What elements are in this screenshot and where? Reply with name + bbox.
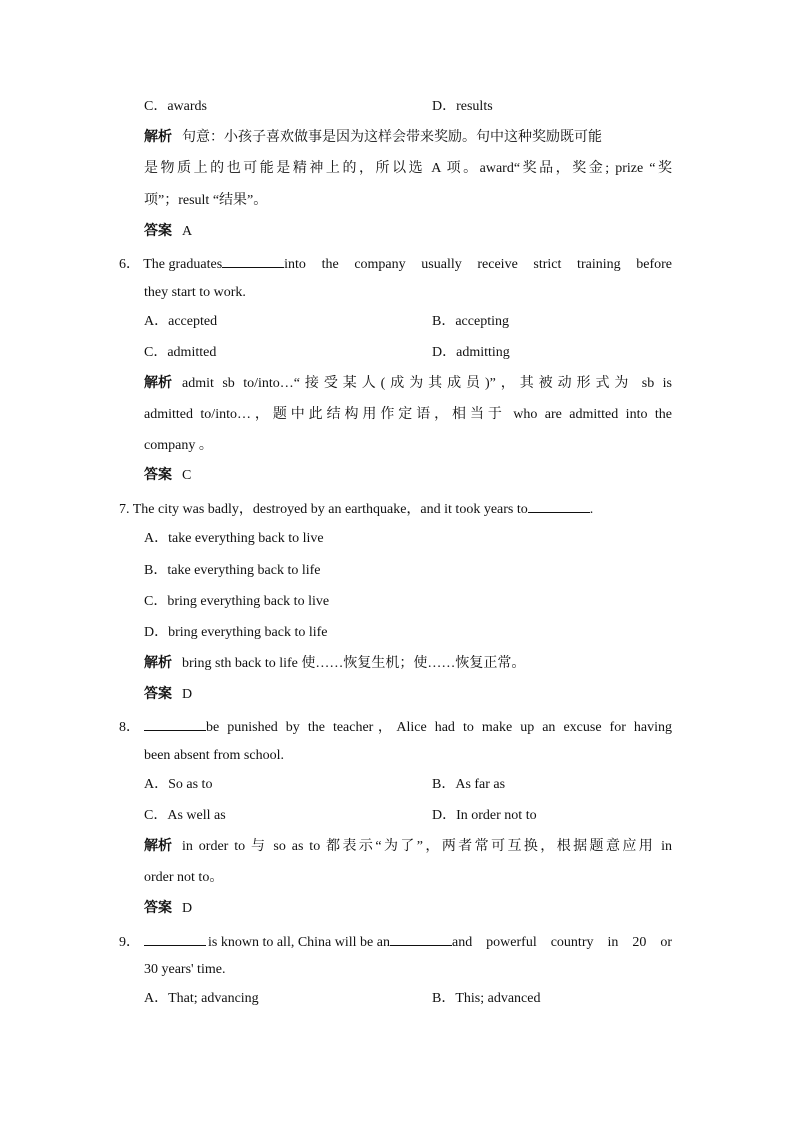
q5-option-c: C．awards: [144, 99, 207, 114]
q7-stem-end: .: [589, 502, 594, 517]
analysis-text: bring sth back to life 使……恢复生机；使……恢复正常。: [182, 656, 526, 671]
q6-option-d: D．admitting: [432, 345, 510, 360]
q8-option-c: C．As well as: [144, 808, 226, 823]
q8-number: 8．: [119, 720, 140, 735]
q6-option-b: B．accepting: [432, 314, 509, 329]
q6-stem-rest: into the company usually receive strict training before: [284, 257, 672, 272]
q7-option-b: B．take everything back to life: [144, 563, 321, 578]
q7-stem-text: 7. The city was badly，destroyed by an earthquake，and it took years to: [119, 502, 528, 517]
q9-number: 9．: [119, 935, 140, 950]
q8-stem-line-1: [119, 717, 672, 737]
answer-blank: [390, 932, 452, 946]
analysis-label: 解析: [144, 376, 172, 391]
q6-option-a: A．accepted: [144, 314, 218, 329]
q8-answer: [144, 900, 192, 918]
answer-label: 答案: [144, 901, 172, 916]
q8-option-b: B．As far as: [432, 777, 506, 792]
q6-stem-line-1: [119, 254, 672, 274]
q9-option-b: B．This; advanced: [432, 991, 541, 1006]
q8-analysis-line-2: order not to。: [144, 870, 224, 885]
q7-stem: [119, 499, 593, 519]
q5-option-d: D．results: [432, 99, 493, 114]
q8-stem-line-2: been absent from school.: [144, 748, 284, 763]
q6-option-c: C．admitted: [144, 345, 217, 360]
q9-stem-line-1: [119, 932, 672, 952]
q9-stem-middle: is known to all, China will be an: [208, 935, 390, 950]
q9-stem-rest: and powerful country in 20 or: [451, 935, 672, 950]
q5-analysis-line-2: 是物质上的也可能是精神上的，所以选 A 项。award“奖品，奖金; prize “奖: [144, 161, 672, 176]
analysis-text: admit sb to/into…“接受某人(成为其成员)”，其被动形式为 sb is: [182, 376, 672, 391]
answer-value: D: [182, 687, 193, 702]
q6-stem-line-2: they start to work.: [144, 285, 246, 300]
q8-option-d: D．In order not to: [432, 808, 537, 823]
analysis-text: 句意：小孩子喜欢做事是因为这样会带来奖励。句中这种奖励既可能: [182, 130, 602, 145]
q9-stem-line-2: 30 years' time.: [144, 962, 226, 977]
answer-blank: [222, 254, 284, 268]
q6-analysis-line-2: admitted to/into…，题中此结构用作定语，相当于 who are admitted into the: [144, 407, 672, 422]
q5-analysis-line-1: [144, 129, 672, 147]
q8-option-a: A．So as to: [144, 777, 213, 792]
q6-stem-start: 6． The graduates: [119, 257, 223, 272]
q6-analysis-line-1: [144, 375, 672, 393]
q7-option-d: D．bring everything back to life: [144, 625, 328, 640]
q7-option-a: A．take everything back to live: [144, 531, 324, 546]
answer-value: C: [182, 468, 192, 483]
q8-stem-rest: be punished by the teacher，Alice had to make up an excuse for having: [206, 720, 672, 735]
answer-blank: [144, 932, 206, 946]
answer-label: 答案: [144, 468, 172, 483]
answer-value: A: [182, 224, 193, 239]
q9-option-a: A．That; advancing: [144, 991, 259, 1006]
q8-analysis-line-1: [144, 838, 672, 856]
analysis-label: 解析: [144, 656, 172, 671]
q5-analysis-line-3: 项”；result “结果”。: [144, 193, 268, 208]
answer-label: 答案: [144, 224, 172, 239]
answer-blank: [528, 499, 590, 513]
q6-answer: [144, 467, 191, 485]
q7-analysis: [144, 655, 525, 673]
analysis-label: 解析: [144, 130, 172, 145]
q5-answer: [144, 223, 192, 241]
q7-answer: [144, 686, 192, 704]
answer-blank: [144, 717, 206, 731]
answer-label: 答案: [144, 687, 172, 702]
q7-option-c: C．bring everything back to live: [144, 594, 330, 609]
analysis-text: in order to 与 so as to 都表示“为了”，两者常可互换，根据题意应用 in: [182, 839, 672, 854]
q6-analysis-line-3: company 。: [144, 438, 213, 453]
answer-value: D: [182, 901, 193, 916]
analysis-label: 解析: [144, 839, 172, 854]
